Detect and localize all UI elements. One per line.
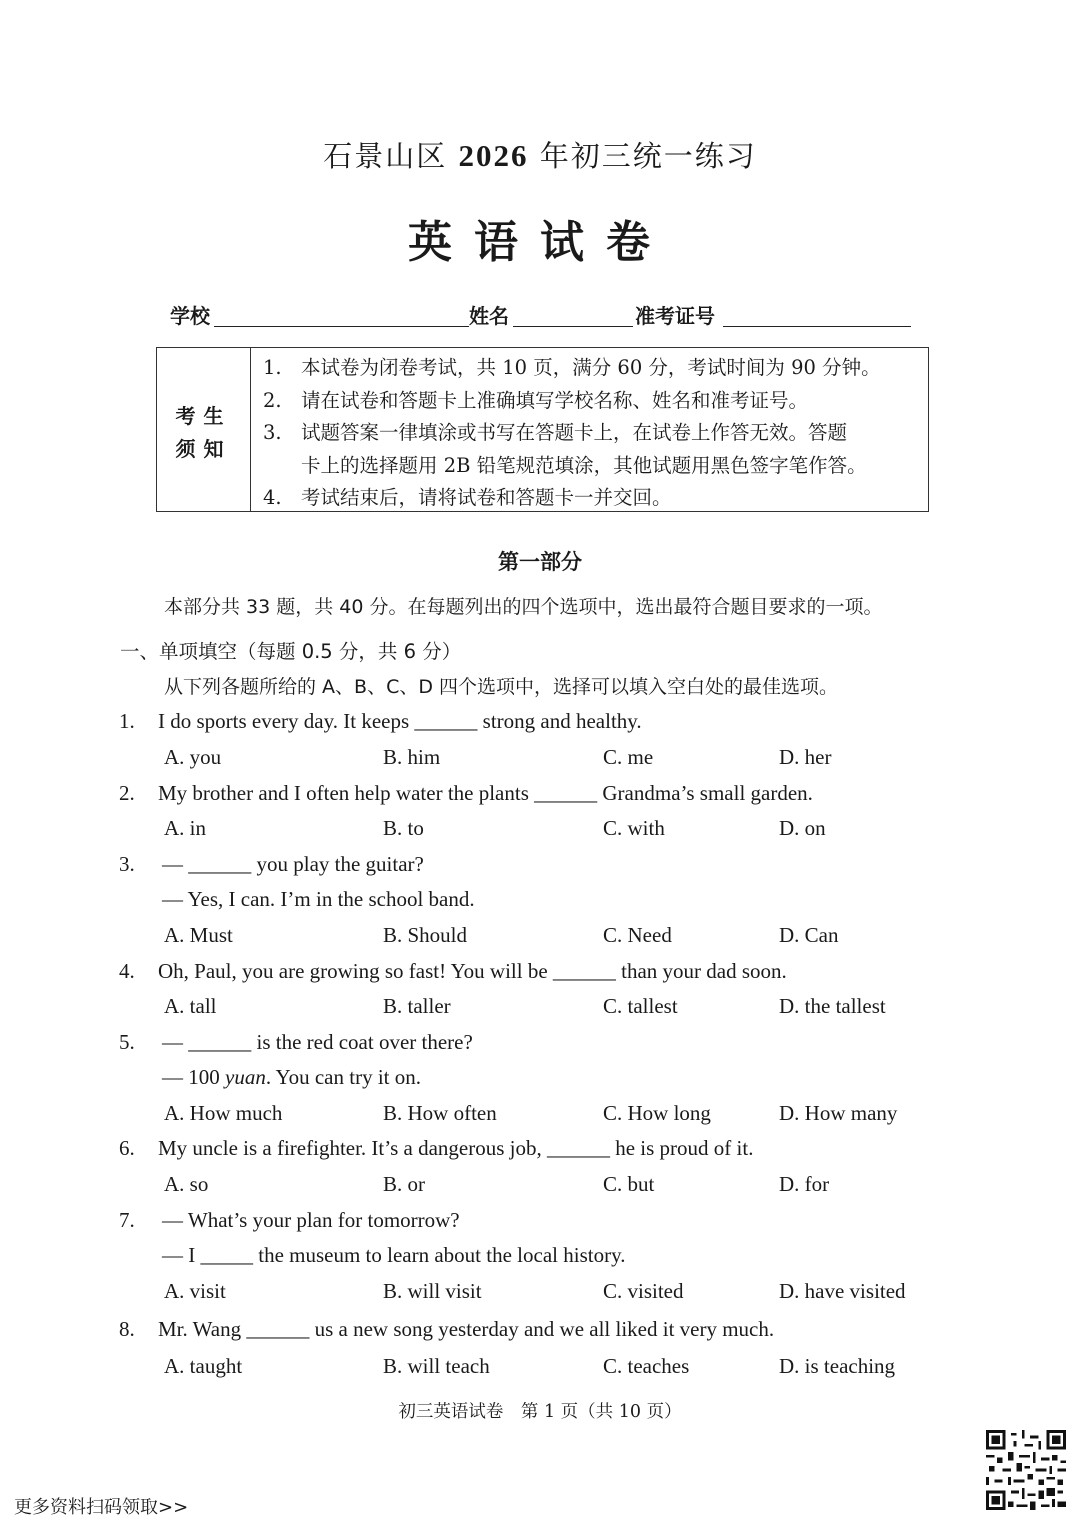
option-b: B. will teach	[383, 1354, 490, 1378]
notice-item-num: 1.	[263, 356, 282, 379]
notice-item-text: 本试卷为闭卷考试，共 10 页，满分 60 分，考试时间为 90 分钟。	[301, 356, 881, 379]
exam-subtitle	[0, 134, 1080, 175]
part-title: 第一部分	[498, 550, 582, 574]
subtitle-year: 2026	[458, 138, 529, 173]
question-answer-line: — I _____ the museum to learn about the local history.	[162, 1243, 626, 1267]
option-c: C. but	[603, 1172, 655, 1196]
question-stem: — ______ you play the guitar?	[162, 852, 424, 876]
question-number: 1.	[119, 709, 135, 733]
section-instruction: 从下列各题所给的 A、B、C、D 四个选项中，选择可以填入空白处的最佳选项。	[164, 676, 839, 698]
option-a: A. so	[164, 1172, 209, 1196]
notice-item	[263, 482, 881, 515]
subtitle-rest: 年初三统一练习	[539, 139, 757, 173]
notice-item-text: 试题答案一律填涂或书写在答题卡上，在试卷上作答无效。答题	[301, 421, 848, 444]
notice-item-text: 考试结束后，请将试卷和答题卡一并交回。	[301, 486, 672, 509]
option-c: C. teaches	[603, 1354, 690, 1378]
notice-label-line2: 须知	[175, 437, 232, 461]
option-b: B. How often	[383, 1101, 497, 1125]
option-c: C. me	[603, 745, 654, 769]
notice-item-text: 卡上的选择题用 2B 铅笔规范填涂，其他试题用黑色签字笔作答。	[301, 453, 867, 477]
option-d: D. have visited	[779, 1279, 906, 1303]
notice-item-num: 3.	[263, 421, 282, 444]
notice-items	[263, 352, 881, 515]
option-a: A. Must	[164, 923, 233, 947]
notice-item	[263, 417, 881, 450]
option-b: B. taller	[383, 994, 451, 1018]
exam-title: 英语试卷	[408, 217, 672, 268]
option-d: D. is teaching	[779, 1354, 896, 1378]
notice-item-num: 2.	[263, 388, 282, 412]
option-d: D. for	[779, 1172, 830, 1196]
option-c: C. with	[603, 816, 665, 840]
question-stem: — ______ is the red coat over there?	[162, 1030, 473, 1054]
question-stem: My brother and I often help water the plants ______ Grandma’s small garden.	[158, 781, 813, 805]
notice-item-num: 4.	[263, 486, 282, 509]
question-number: 3.	[119, 852, 135, 876]
name-blank	[513, 326, 633, 327]
option-a: A. taught	[164, 1354, 243, 1378]
option-c: C. How long	[603, 1101, 711, 1125]
option-b: B. him	[383, 745, 441, 769]
question-answer-line: — Yes, I can. I’m in the school band.	[162, 887, 475, 911]
question-number: 5.	[119, 1030, 135, 1054]
question-number: 6.	[119, 1136, 135, 1160]
option-c: C. visited	[603, 1279, 684, 1303]
school-label: 学校	[170, 304, 210, 328]
notice-label-line1: 考生	[175, 404, 232, 428]
option-d: D. How many	[779, 1101, 898, 1125]
promo-text[interactable]: 更多资料扫码领取>>	[14, 1497, 189, 1518]
question-stem: — What’s your plan for tomorrow?	[162, 1208, 460, 1232]
notice-label	[157, 348, 251, 511]
notice-box	[156, 347, 929, 512]
option-a: A. visit	[164, 1279, 226, 1303]
subtitle-district: 石景山区	[323, 139, 448, 173]
part-description: 本部分共 33 题，共 40 分。在每题列出的四个选项中，选出最符合题目要求的一项。	[164, 596, 883, 618]
option-d: D. Can	[779, 923, 839, 947]
option-d: D. her	[779, 745, 832, 769]
option-a: A. you	[164, 745, 222, 769]
option-d: D. the tallest	[779, 994, 886, 1018]
question-stem: Oh, Paul, you are growing so fast! You will be ______ than your dad soon.	[158, 959, 787, 983]
option-a: A. in	[164, 816, 206, 840]
option-c: C. Need	[603, 923, 672, 947]
option-b: B. Should	[383, 923, 468, 947]
question-answer-line: — 100 yuan. You can try it on.	[162, 1065, 422, 1089]
question-number: 2.	[119, 781, 135, 805]
question-number: 8.	[119, 1317, 135, 1341]
option-b: B. will visit	[383, 1279, 482, 1303]
notice-item-text: 请在试卷和答题卡上准确填写学校名称、姓名和准考证号。	[301, 388, 809, 412]
exam-number-blank	[723, 326, 911, 327]
question-stem: Mr. Wang ______ us a new song yesterday and we all liked it very much.	[158, 1317, 775, 1341]
question-stem: I do sports every day. It keeps ______ strong and healthy.	[158, 709, 642, 733]
page-footer: 初三英语试卷 第 1 页（共 10 页）	[398, 1402, 682, 1422]
section-heading: 一、单项填空（每题 0.5 分，共 6 分）	[120, 640, 462, 663]
option-b: B. to	[383, 816, 424, 840]
school-blank	[214, 326, 469, 327]
notice-item-num	[263, 450, 301, 483]
option-d: D. on	[779, 816, 826, 840]
question-number: 4.	[119, 959, 135, 983]
notice-item	[263, 385, 881, 418]
option-a: A. How much	[164, 1101, 283, 1125]
name-label: 姓名	[469, 304, 509, 328]
option-b: B. or	[383, 1172, 425, 1196]
notice-item	[263, 352, 881, 385]
question-number: 7.	[119, 1208, 135, 1232]
option-a: A. tall	[164, 994, 217, 1018]
qr-code-icon[interactable]	[986, 1430, 1066, 1510]
exam-number-label: 准考证号	[635, 304, 715, 328]
notice-item	[263, 450, 881, 483]
option-c: C. tallest	[603, 994, 678, 1018]
question-stem: My uncle is a firefighter. It’s a dangerous job, ______ he is proud of it.	[158, 1136, 754, 1160]
